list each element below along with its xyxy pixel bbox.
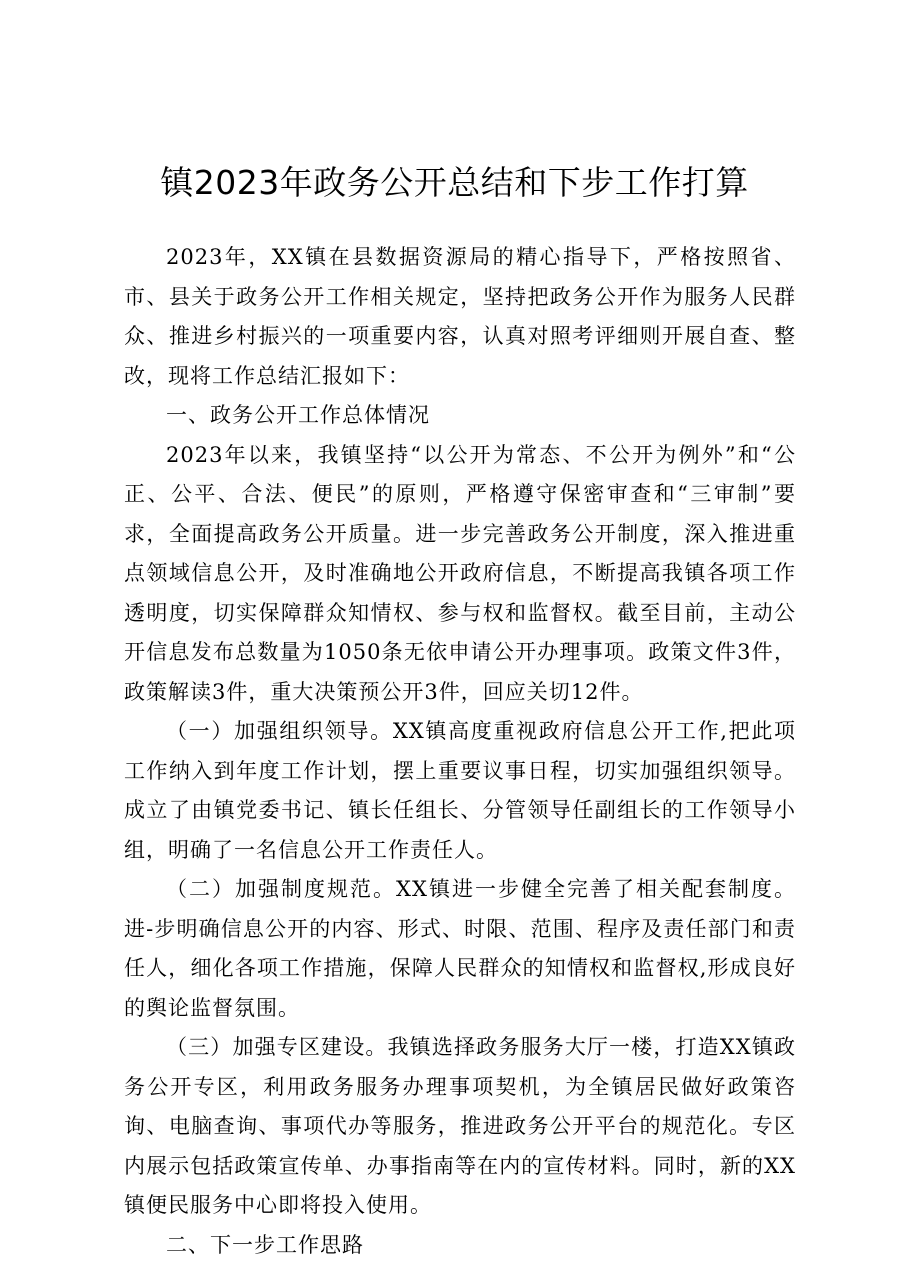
subsection-text: XX镇高度重视政府信息公开工作,把此项工作纳入到年度工作计划，摆上重要议事日程，切实加强组织领导。成立了由镇党委书记、镇长任组长、分管领导任副组长的工作领导小组，明确了一名信息公开工作责任人。 — [124, 719, 797, 862]
subsection-lead: （三）加强专区建设。 — [166, 1035, 388, 1059]
section-1-heading: 一、政务公开工作总体情况 — [166, 403, 430, 427]
subsection-organization — [124, 712, 796, 870]
document-body — [124, 238, 796, 1265]
subsection-zone — [124, 1028, 796, 1226]
subsection-system — [124, 870, 796, 1028]
subsection-lead: （一）加强组织领导。 — [166, 719, 393, 743]
subsection-lead: （二）加强制度规范。 — [166, 877, 397, 901]
section-2-heading: 二、下一步工作思路 — [166, 1232, 364, 1257]
document-title: 镇2023年政务公开总结和下步工作打算 — [160, 163, 749, 202]
subsection-text: 我镇选择政务服务大厅一楼，打造XX镇政务公开专区，利用政务服务办理事项契机，为全镇居民做好政策咨询、电脑查询、事项代办等服务，推进政务公开平台的规范化。专区内展示包括政策宣传单、办事指南等在内的宣传材料。同时，新的XX镇便民服务中心即将投入使用。 — [124, 1035, 796, 1217]
intro-paragraph: 2023年，XX镇在县数据资源局的精心指导下，严格按照省、市、县关于政务公开工作相关规定，坚持把政务公开作为服务人民群众、推进乡村振兴的一项重要内容，认真对照考评细则开展自查、整改，现将工作总结汇报如下： — [124, 245, 796, 388]
overview-paragraph: 2023年以来，我镇坚持“以公开为常态、不公开为例外”和“公正、公平、合法、便民”的原则，严格遵守保密审查和“三审制”要求，全面提高政务公开质量。进一步完善政务公开制度，深入推进重点领域信息公开，及时准确地公开政府信息，不断提高我镇各项工作透明度，切实保障群众知情权、参与权和监督权。截至目前，主动公开信息发布总数量为1050条无依申请公开办理事项。政策文件3件，政策解读3件，重大决策预公开3件，回应关切12件。 — [124, 442, 796, 704]
subsection-text: XX镇进一步健全完善了相关配套制度。进-步明确信息公开的内容、形式、时限、范围、程序及责任部门和责任人，细化各项工作措施，保障人民群众的知情权和监督权,形成良好的舆论监督氛围。 — [124, 877, 797, 1020]
